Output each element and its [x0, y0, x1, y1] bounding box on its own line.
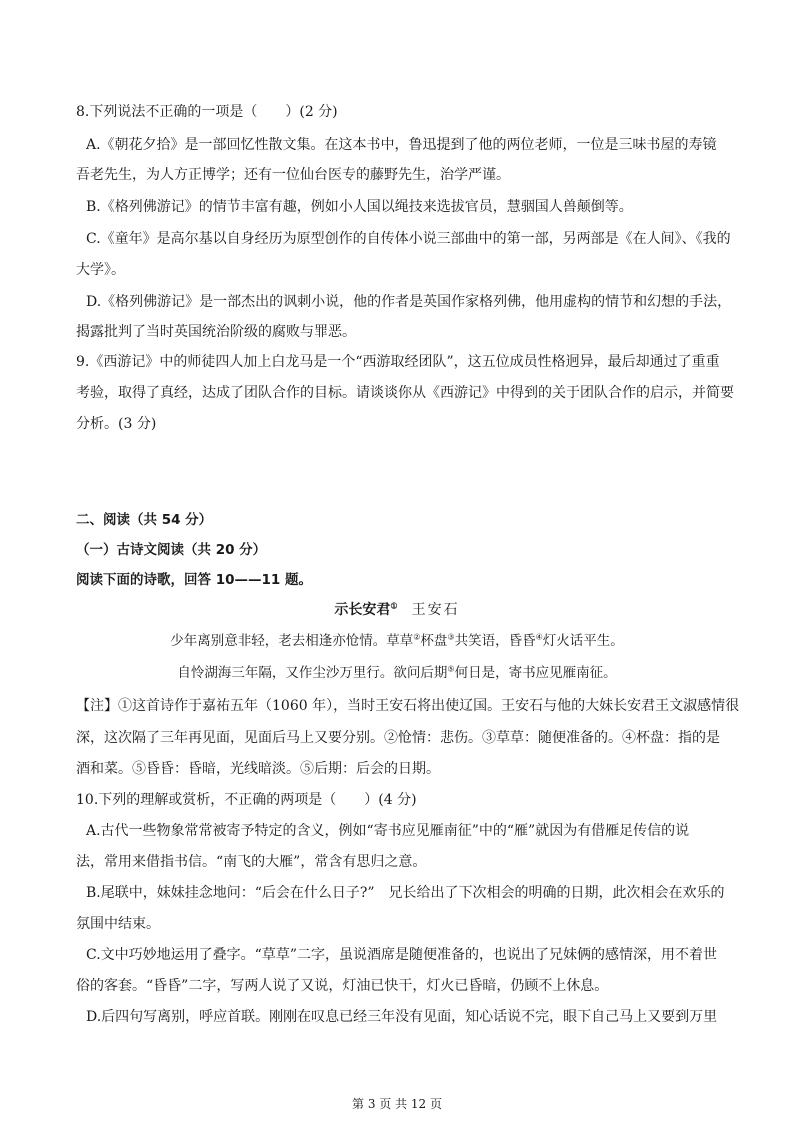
- q8-option-d-line1: D.《格列佛游记》是一部杰出的讽刺小说，他的作者是英国作家格列佛，他用虚构的情节和幻想的手法，: [86, 294, 732, 310]
- q8-option-a-line1: A.《朝花夕拾》是一部回忆性散文集。在这本书中，鲁迅提到了他的两位老师，一位是三味书屋的寿镜: [86, 137, 717, 153]
- poem-note-2: ②: [413, 632, 421, 642]
- q10-option-d-line1: D.后四句写离别，呼应首联。刚刚在叹息已经三年没有见面，知心话说不完，眼下自己马上又要到万里: [86, 1009, 718, 1025]
- poem-line2-a: 自怜湖海三年隔，又作尘沙万里行。欲问后期: [177, 665, 448, 681]
- poem-line1-d: 灯火话平生。: [542, 633, 624, 649]
- q10-option-b-line2: 氛围中结束。: [76, 916, 160, 932]
- poem-line-1: [0, 632, 794, 650]
- q10-option-c-line1: C.文中巧妙地运用了叠字。“草草”二字，虽说酒席是随便准备的，也说出了兄妹俩的感情深，用不着世: [86, 947, 717, 963]
- subsection-heading: （一）古诗文阅读（共 20 分）: [76, 542, 267, 558]
- page-footer: 第 3 页 共 12 页: [352, 1097, 442, 1111]
- q8-stem: 8.下列说法不正确的一项是（ ）(2 分): [76, 104, 338, 120]
- poem-note-4: ④: [535, 632, 543, 642]
- q10-option-b-line1: B.尾联中，妹妹挂念地问：“后会在什么日子?” 兄长给出了下次相会的明确的日期，此次相会在欢乐的: [86, 885, 725, 901]
- q8-option-c-line2: 大学》。: [76, 262, 125, 278]
- q10-option-a-line2: 法，常用来借指书信。“南飞的大雁”，常含有思归之意。: [76, 854, 427, 870]
- poem-line-2: [0, 664, 794, 682]
- q9-line1: 9.《西游记》中的师徒四人加上白龙马是一个“西游取经团队”，这五位成员性格迥异，最后却通过了重重: [76, 354, 720, 370]
- poem-note-5: ⑤: [447, 664, 455, 674]
- poem-title: [0, 601, 794, 619]
- poem-author: 王安石: [411, 602, 460, 618]
- reading-instruction: 阅读下面的诗歌，回答 10——11 题。: [76, 572, 312, 588]
- q9-line2: 考验，取得了真经，达成了团队合作的目标。请谈谈你从《西游记》中得到的关于团队合作的启示，并简要: [76, 385, 734, 401]
- q8-option-c-line1: C.《童年》是高尔基以自身经历为原型创作的自传体小说三部曲中的第一部，另两部是《在人间》、《我的: [86, 231, 731, 247]
- poem-line1-c: 共笑语，昏昏: [454, 633, 536, 649]
- q8-option-d-line2: 揭露批判了当时英国统治阶级的腐败与罪恶。: [76, 324, 356, 340]
- poem-line2-b: 何日是，寄书应见雁南征。: [454, 665, 617, 681]
- poem-line1-b: 杯盘: [420, 633, 448, 649]
- section-heading: 二、阅读（共 54 分）: [76, 512, 213, 528]
- notes-line1: 【注】①这首诗作于嘉祐五年（1060 年），当时王安石将出使辽国。王安石与他的大妹长安君王文淑感情很: [76, 698, 740, 714]
- poem-title-note: ①: [390, 600, 398, 611]
- q10-stem: 10.下列的理解或赏析，不正确的两项是（ ）(4 分): [76, 792, 417, 808]
- poem-note-3: ③: [447, 632, 455, 642]
- notes-line2: 深，这次隔了三年再见面，见面后马上又要分别。②怆情：悲伤。③草草：随便准备的。④杯盘：指的是: [76, 730, 720, 746]
- poem-title-text: 示长安君: [334, 602, 391, 618]
- q8-option-b: B.《格列佛游记》的情节丰富有趣，例如小人国以绳技来选拔官员，慧骃国人兽颠倒等。: [86, 199, 633, 215]
- q10-option-a-line1: A.古代一些物象常常被寄予特定的含义，例如“寄书应见雁南征”中的“雁”就因为有借雁足传信的说: [86, 823, 690, 839]
- poem-line1-a: 少年离别意非轻，老去相逢亦怆情。草草: [170, 633, 414, 649]
- notes-line3: 酒和菜。⑤昏昏：昏暗，光线暗淡。⑤后期：后会的日期。: [76, 761, 440, 777]
- q10-option-c-line2: 俗的客套。“昏昏”二字，写两人说了又说，灯油已快干，灯火已昏暗，仍顾不上休息。: [76, 978, 609, 994]
- q8-option-a-line2: 吾老先生，为人方正博学；还有一位仙台医专的藤野先生，治学严谨。: [76, 167, 510, 183]
- q9-line3: 分析。(3 分): [76, 416, 157, 432]
